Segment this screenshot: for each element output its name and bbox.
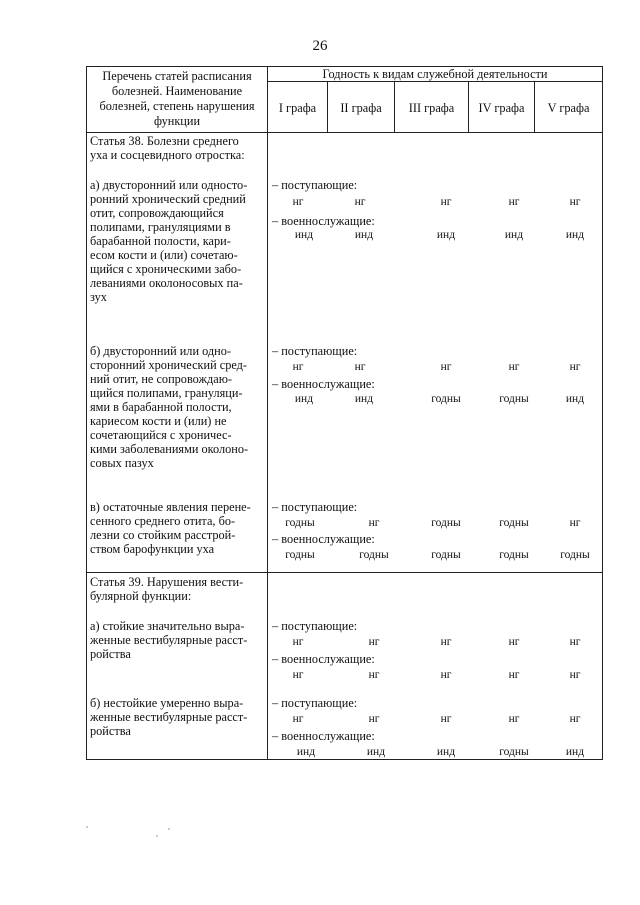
article-39-title: Статья 39. Нарушения вести- булярной функции: [90, 575, 244, 603]
a-app-2: нг [354, 196, 366, 208]
b39-app-3: нг [440, 713, 452, 725]
a-srv-1: инд [294, 229, 314, 241]
table-border-left [86, 66, 87, 760]
b39-app-5: нг [569, 713, 581, 725]
b-app-2: нг [354, 361, 366, 373]
b39-app-1: нг [292, 713, 304, 725]
a39-srv-1: нг [292, 669, 304, 681]
fitness-table [86, 66, 603, 760]
v-app-4: годны [499, 517, 529, 529]
scan-speck [168, 828, 170, 830]
art39-b-servicemen-label: – военнослужащие: [272, 729, 375, 743]
article-separator [86, 572, 603, 573]
art39-a-servicemen-label: – военнослужащие: [272, 652, 375, 666]
header-column-5: V графа [547, 101, 590, 115]
a39-srv-3: нг [440, 669, 452, 681]
b39-app-2: нг [368, 713, 380, 725]
b39-srv-4: годны [499, 746, 529, 758]
a-app-3: нг [440, 196, 452, 208]
v-srv-5: годны [560, 549, 590, 561]
b-app-5: нг [569, 361, 581, 373]
header-list-title: Перечень статей расписания болезней. Наименование болезней, степень нарушения функции [99, 69, 255, 128]
article-38-item-b: б) двусторонний или одно- сторонний хронический сред- ний отит, не сопровождаю- щийся полипами, грануляци- ями в барабанной полости, кариесом кости и (или) не сочетающийся с хроничес- кими заболеваниями околоно- совых пазух [90, 344, 249, 470]
header-column-4: IV графа [478, 101, 525, 115]
a39-srv-5: нг [569, 669, 581, 681]
article-38-title: Статья 38. Болезни среднего уха и сосцевидного отростка: [90, 134, 245, 162]
a-srv-3: инд [436, 229, 456, 241]
v-srv-2: годны [359, 549, 389, 561]
a39-app-4: нг [508, 636, 520, 648]
v-app-3: годны [431, 517, 461, 529]
a-srv-2: инд [354, 229, 374, 241]
a39-srv-4: нг [508, 669, 520, 681]
table-border-bottom [86, 759, 603, 760]
scan-speck [156, 835, 158, 837]
header-column-2: II графа [340, 101, 382, 115]
header-fitness-title: Годность к видам служебной деятельности [322, 67, 548, 81]
art39-b-applicants-label: – поступающие: [272, 696, 358, 710]
a39-app-3: нг [440, 636, 452, 648]
item-b-applicants-label: – поступающие: [272, 344, 358, 358]
b-srv-4: годны [499, 393, 529, 405]
b39-srv-3: инд [436, 746, 456, 758]
table-border-right [602, 66, 603, 760]
header-bottom-line [86, 132, 603, 133]
b-srv-5: инд [565, 393, 585, 405]
a-app-4: нг [508, 196, 520, 208]
v-srv-3: годны [431, 549, 461, 561]
a39-app-2: нг [368, 636, 380, 648]
article-38-item-a: а) двусторонний или односто- ронний хронический средний отит, сопровождающийся полипами, грануляциями в барабанной полости, кари- есом кости и (или) сочетаю- щийся с хроническими забо- леваниями околоносовых па- зух [90, 178, 248, 304]
b-app-3: нг [440, 361, 452, 373]
a-srv-4: инд [504, 229, 524, 241]
b-app-4: нг [508, 361, 520, 373]
b-srv-1: инд [294, 393, 314, 405]
scan-speck [86, 826, 88, 828]
a39-app-5: нг [569, 636, 581, 648]
b-srv-2: инд [354, 393, 374, 405]
b-app-1: нг [292, 361, 304, 373]
article-38-item-v: в) остаточные явления перене- сенного среднего отита, бо- лезни со стойким расстрой- ством барофункции уха [90, 500, 251, 556]
a39-app-1: нг [292, 636, 304, 648]
b39-app-4: нг [508, 713, 520, 725]
item-b-servicemen-label: – военнослужащие: [272, 377, 375, 391]
item-a-servicemen-label: – военнослужащие: [272, 214, 375, 228]
article-39-item-a: а) стойкие значительно выра- женные вестибулярные расст- ройства [90, 619, 248, 661]
v-app-2: нг [368, 517, 380, 529]
art39-a-applicants-label: – поступающие: [272, 619, 358, 633]
item-v-applicants-label: – поступающие: [272, 500, 358, 514]
a-app-5: нг [569, 196, 581, 208]
column-divider [267, 66, 268, 760]
header-column-3: III графа [408, 101, 455, 115]
b39-srv-1: инд [296, 746, 316, 758]
v-app-1: годны [285, 517, 315, 529]
b-srv-3: годны [431, 393, 461, 405]
item-a-applicants-label: – поступающие: [272, 178, 358, 192]
b39-srv-5: инд [565, 746, 585, 758]
v-app-5: нг [569, 517, 581, 529]
b39-srv-2: инд [366, 746, 386, 758]
article-39-item-b: б) нестойкие умеренно выра- женные вестибулярные расст- ройства [90, 696, 248, 738]
v-srv-4: годны [499, 549, 529, 561]
a39-srv-2: нг [368, 669, 380, 681]
a-app-1: нг [292, 196, 304, 208]
v-srv-1: годны [285, 549, 315, 561]
header-column-1: I графа [278, 101, 317, 115]
a-srv-5: инд [565, 229, 585, 241]
item-v-servicemen-label: – военнослужащие: [272, 532, 375, 546]
page-number: 26 [312, 38, 328, 54]
